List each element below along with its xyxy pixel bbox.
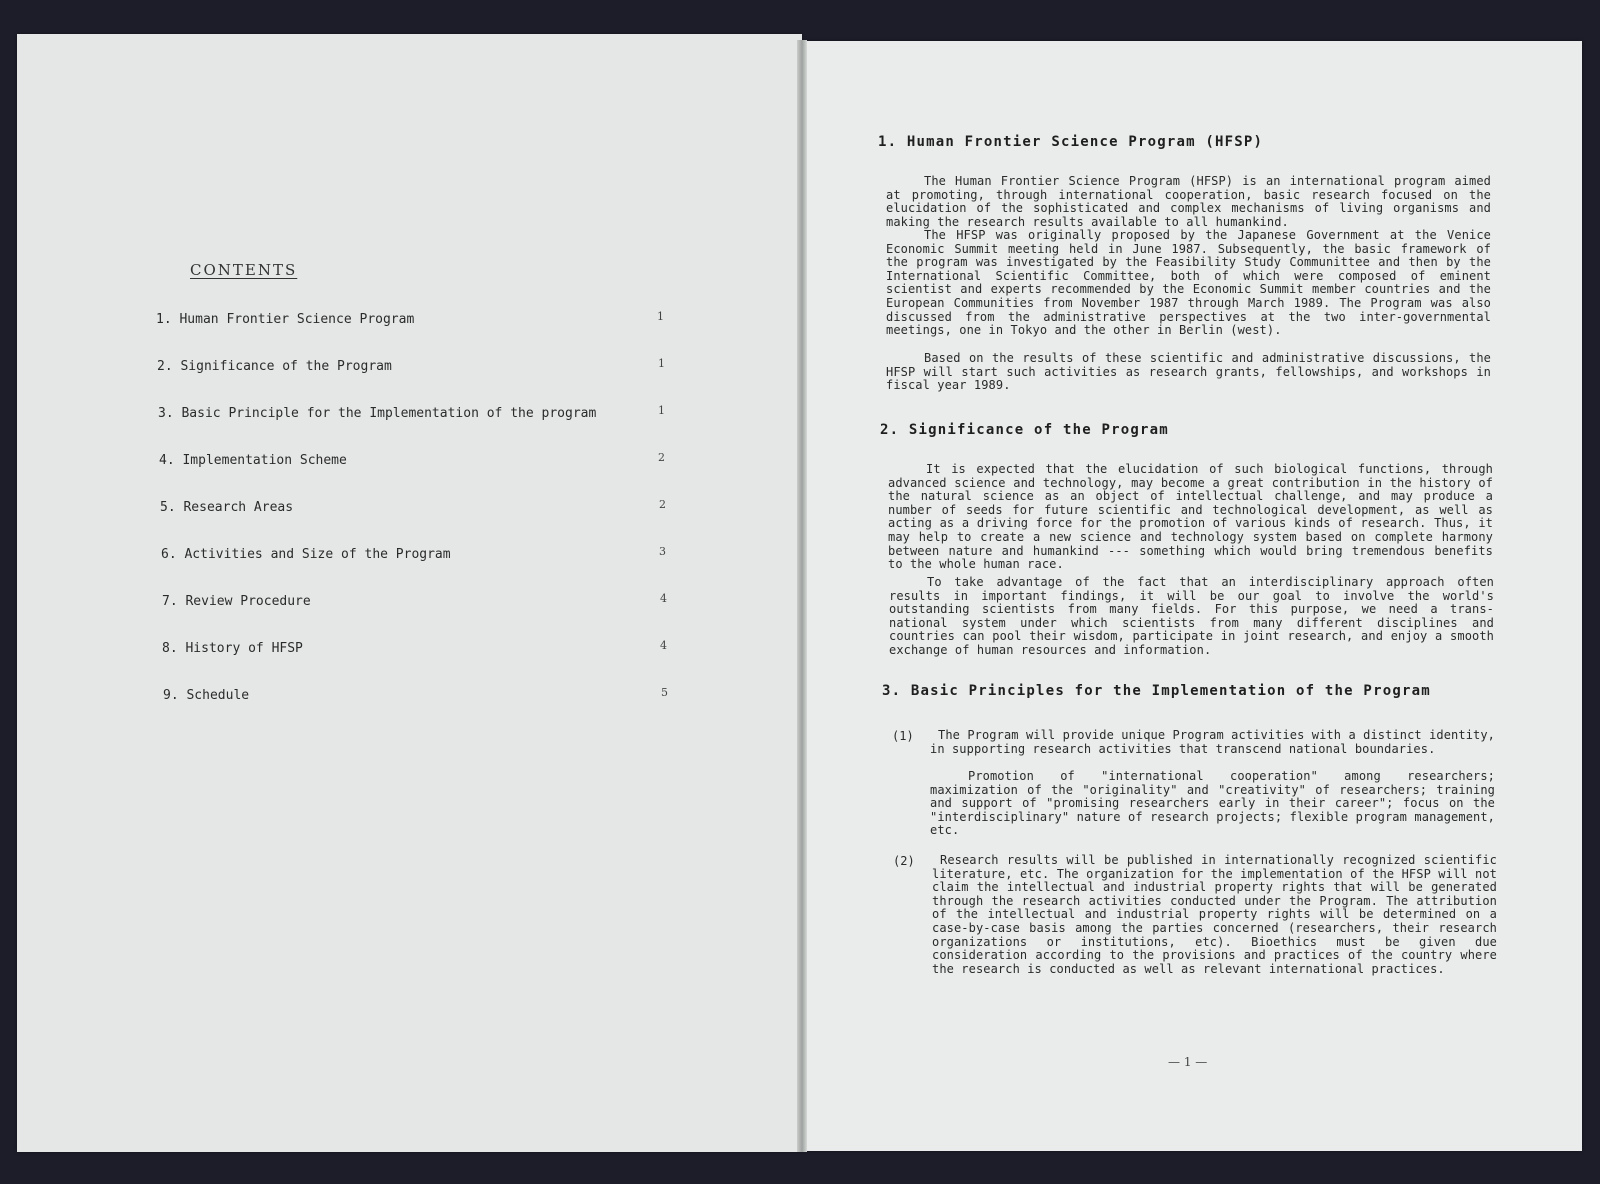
toc-item-7[interactable]: 7. Review Procedure	[162, 594, 311, 609]
principle-1-number: (1)	[892, 729, 914, 743]
toc-item-8[interactable]: 8. History of HFSP	[162, 641, 303, 656]
toc-page-1: 1	[657, 310, 664, 323]
toc-item-5[interactable]: 5. Research Areas	[160, 500, 294, 515]
contents-page	[17, 34, 802, 1152]
section1-paragraph-2: The HFSP was originally proposed by the Japanese Government at the Venice Economic Summit meeting held in June 1987. Subsequently, the basic framework of the program was investigated by the Feasibility Study Communittee and then by the International Scientific Committee, both of which were composed of eminent scientist and experts recommended by the Economic Summit member countries and the European Communities from November 1987 through March 1989. The Program was also discussed from the administrative perspectives at the two inter-governmental meetings, one in Tokyo and the other in Berlin (west).	[886, 228, 1491, 338]
toc-page-5: 2	[659, 498, 666, 511]
section1-heading: 1. Human Frontier Science Program (HFSP)	[878, 134, 1264, 150]
toc-item-6[interactable]: 6. Activities and Size of the Program	[161, 547, 451, 562]
toc-item-2[interactable]: 2. Significance of the Program	[157, 359, 392, 374]
toc-page-3: 1	[658, 404, 665, 417]
toc-page-8: 4	[660, 639, 667, 652]
principle-2-number: (2)	[893, 854, 915, 868]
principle-1-text: The Program will provide unique Program activities with a distinct identity, in supporting research activities that transcend national boundaries.	[930, 728, 1495, 756]
toc-item-4[interactable]: 4. Implementation Scheme	[159, 453, 347, 468]
toc-item-9[interactable]: 9. Schedule	[163, 688, 250, 703]
toc-item-1[interactable]: 1. Human Frontier Science Program	[156, 312, 415, 327]
toc-page-2: 1	[658, 357, 665, 370]
principle-2-text: Research results will be published in internationally recognized scientific literature, etc. The organization for the implementation of the HFSP will not claim the intellectual and industrial property rights that will be generated through the research activities conducted under the Program. The attribution of the intellectual and industrial property rights will be determined on a case-by-case basis among the parties concerned (researchers, their research organizations or institutions, etc). Bioethics must be given due consideration according to the provisions and practices of the country where the research is conducted as well as relevant international practices.	[932, 853, 1497, 976]
page-number: — 1 —	[1168, 1055, 1208, 1069]
section2-paragraph-1: It is expected that the elucidation of such biological functions, through advanced science and technology, may become a great contribution in the history of the natural science as an object of intellectual challenge, and may produce a number of seeds for future scientific and technological development, as well as acting as a driving force for the promotion of various kinds of research. Thus, it may help to create a new science and technology system based on complete harmony between nature and humankind --- something which would bring tremendous benefits to the whole human race.	[888, 462, 1493, 572]
section1-paragraph-3: Based on the results of these scientific and administrative discussions, the HFSP will start such activities as research grants, fellowships, and workshops in fiscal year 1989.	[886, 351, 1491, 393]
toc-page-4: 2	[658, 451, 665, 464]
principle-1-detail: Promotion of "international cooperation" among researchers; maximization of the "originality" and "creativity" of researchers; training and support of "promising researchers early in their career"; focus on the "interdisciplinary" nature of research projects; flexible program management, etc.	[930, 769, 1495, 838]
section2-heading: 2. Significance of the Program	[880, 422, 1169, 438]
toc-page-7: 4	[660, 592, 667, 605]
toc-page-9: 5	[661, 686, 668, 699]
section3-heading: 3. Basic Principles for the Implementation of the Program	[882, 683, 1431, 699]
toc-item-3[interactable]: 3. Basic Principle for the Implementation of the program	[158, 406, 597, 421]
section2-paragraph-2: To take advantage of the fact that an interdisciplinary approach often results in important findings, it will be our goal to involve the world's outstanding scientists from many fields. For this purpose, we need a trans-national system under which scientists from many different disciplines and countries can pool their wisdom, participate in joint research, and enjoy a smooth exchange of human resources and information.	[889, 575, 1494, 657]
toc-page-6: 3	[659, 545, 666, 558]
section1-paragraph-1: The Human Frontier Science Program (HFSP) is an international program aimed at promoting, through international cooperation, basic research focused on the elucidation of the sophisticated and complex mechanisms of living organisms and making the research results available to all humankind.	[886, 174, 1491, 229]
contents-title: CONTENTS	[190, 261, 298, 279]
book-spine	[797, 40, 807, 1152]
